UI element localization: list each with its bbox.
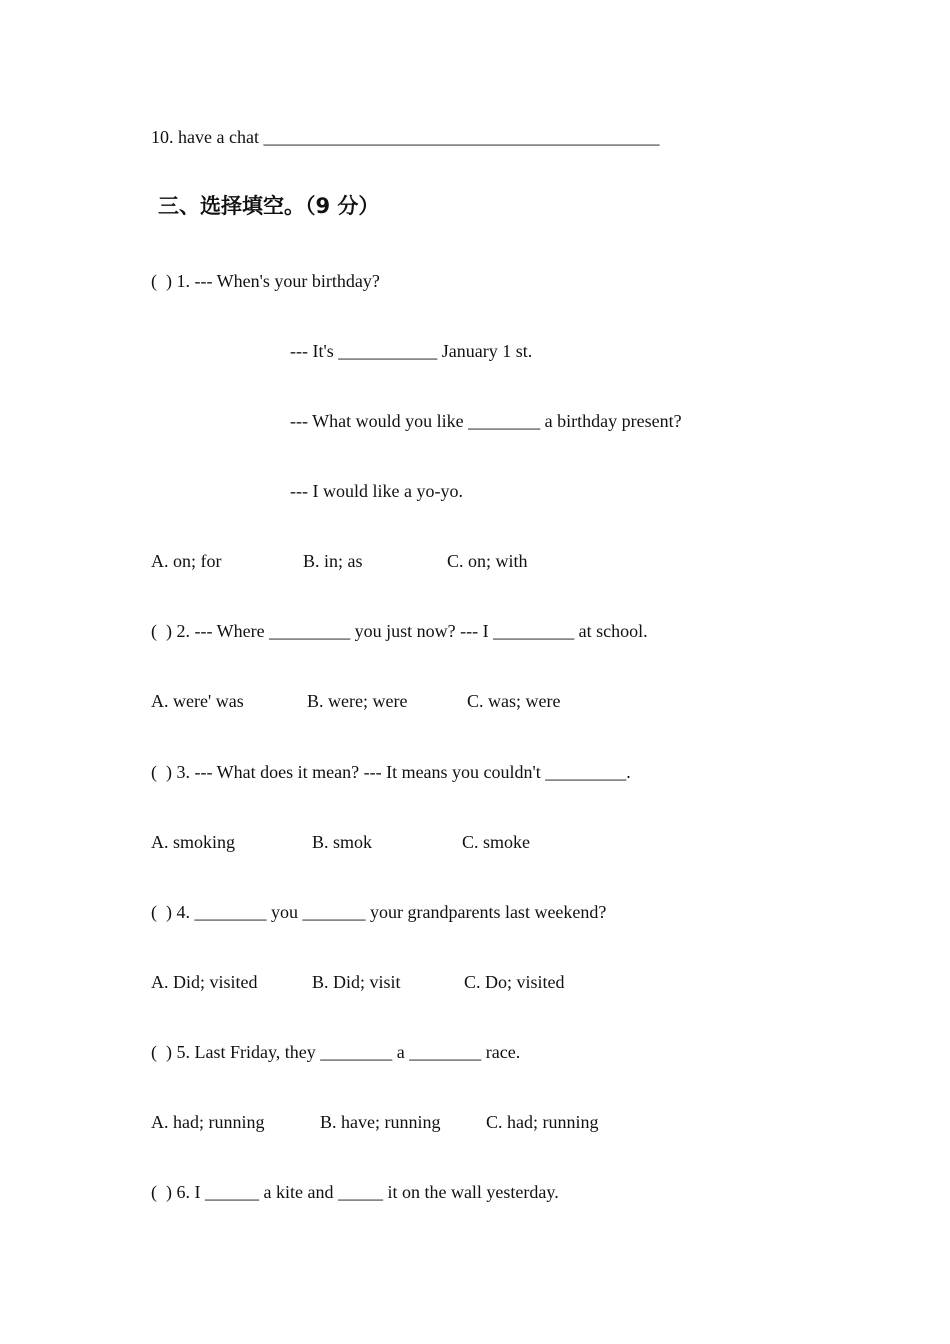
question-1-option-c: C. on; with <box>447 551 528 571</box>
question-1-option-a: A. on; for <box>151 551 222 571</box>
question-5-option-b: B. have; running <box>320 1112 441 1132</box>
question-4-option-b: B. Did; visit <box>312 972 401 992</box>
question-1-line-4: --- I would like a yo-yo. <box>290 481 463 501</box>
question-1-line-2: --- It's ___________ January 1 st. <box>290 341 533 361</box>
section-3-title: 三、选择填空。（9 分） <box>158 194 380 218</box>
question-5: ( ) 5. Last Friday, they ________ a ________ race. <box>151 1042 521 1062</box>
question-1-option-b: B. in; as <box>303 551 363 571</box>
question-3-option-b: B. smok <box>312 832 373 852</box>
question-4: ( ) 4. ________ you _______ your grandparents last weekend? <box>151 902 607 922</box>
question-2-option-a: A. were' was <box>151 691 244 711</box>
question-5-option-a: A. had; running <box>151 1112 265 1132</box>
question-2-option-b: B. were; were <box>307 691 408 711</box>
question-1-line-3: --- What would you like ________ a birthday present? <box>290 411 682 431</box>
question-6: ( ) 6. I ______ a kite and _____ it on the wall yesterday. <box>151 1182 559 1202</box>
question-3: ( ) 3. --- What does it mean? --- It means you couldn't _________. <box>151 762 631 782</box>
item-10: 10. have a chat ____________________________________________ <box>151 127 660 147</box>
question-3-option-a: A. smoking <box>151 832 236 852</box>
question-3-option-c: C. smoke <box>462 832 531 852</box>
question-5-option-c: C. had; running <box>486 1112 599 1132</box>
question-4-option-c: C. Do; visited <box>464 972 565 992</box>
question-2: ( ) 2. --- Where _________ you just now? --- I _________ at school. <box>151 621 648 641</box>
question-2-option-c: C. was; were <box>467 691 561 711</box>
question-1: ( ) 1. --- When's your birthday? <box>151 271 380 291</box>
question-4-option-a: A. Did; visited <box>151 972 258 992</box>
